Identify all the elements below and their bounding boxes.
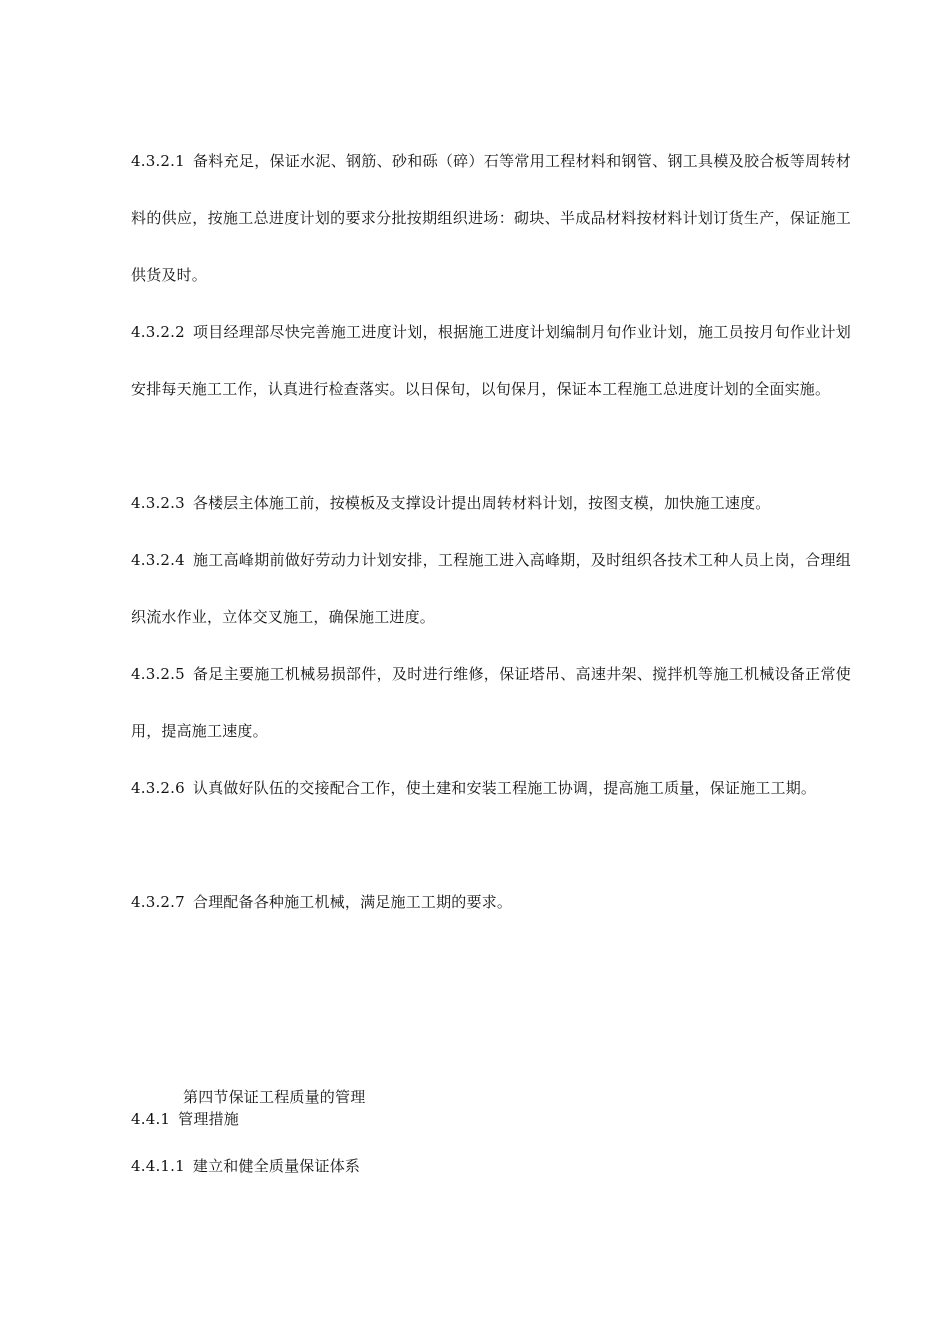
paragraph-4-3-2-5 [131,646,851,760]
paragraph-4-3-2-2 [131,304,851,418]
subheading-number: 4.4.1.1 [131,1157,185,1175]
paragraph-4-3-2-6 [131,760,851,817]
subheading-text: 管理措施 [178,1110,239,1128]
paragraph-text: 项目经理部尽快完善施工进度计划，根据施工进度计划编制月旬作业计划，施工员按月旬作业计划安排每天施工工作，认真进行检查落实。以日保旬，以旬保月，保证本工程施工总进度计划的全面实施。 [131,323,851,398]
paragraph-text: 认真做好队伍的交接配合工作，使土建和安装工程施工协调，提高施工质量，保证施工工期。 [192,779,817,797]
subheading-number: 4.4.1 [131,1110,171,1128]
paragraph-text: 备足主要施工机械易损部件，及时进行维修，保证塔吊、高速井架、搅拌机等施工机械设备正常使用，提高施工速度。 [131,665,851,740]
subheading-4-4-1 [131,1108,239,1130]
paragraph-number: 4.3.2.5 [131,665,185,683]
paragraph-number: 4.3.2.6 [131,779,185,797]
paragraph-number: 4.3.2.3 [131,494,185,512]
paragraph-text: 备料充足，保证水泥、钢筋、砂和砾（碎）石等常用工程材料和钢管、钢工具模及胶合板等周转材料的供应，按施工总进度计划的要求分批按期组织进场：砌块、半成品材料按材料计划订货生产，保证施工供货及时。 [131,152,851,284]
paragraph-4-3-2-3 [131,475,851,532]
paragraph-number: 4.3.2.7 [131,893,185,911]
paragraph-number: 4.3.2.4 [131,551,185,569]
paragraph-number: 4.3.2.1 [131,152,185,170]
paragraph-text: 施工高峰期前做好劳动力计划安排，工程施工进入高峰期，及时组织各技术工种人员上岗，合理组织流水作业，立体交叉施工，确保施工进度。 [131,551,851,626]
section-title: 第四节保证工程质量的管理 [183,1088,366,1106]
paragraph-4-3-2-7 [131,874,851,931]
paragraph-text: 各楼层主体施工前，按模板及支撑设计提出周转材料计划，按图支模，加快施工速度。 [192,494,771,512]
paragraph-4-3-2-1 [131,133,851,304]
subheading-4-4-1-1 [131,1155,360,1177]
subheading-text: 建立和健全质量保证体系 [192,1157,361,1175]
paragraph-4-3-2-4 [131,532,851,646]
paragraph-text: 合理配备各种施工机械，满足施工工期的要求。 [192,893,513,911]
paragraph-number: 4.3.2.2 [131,323,185,341]
